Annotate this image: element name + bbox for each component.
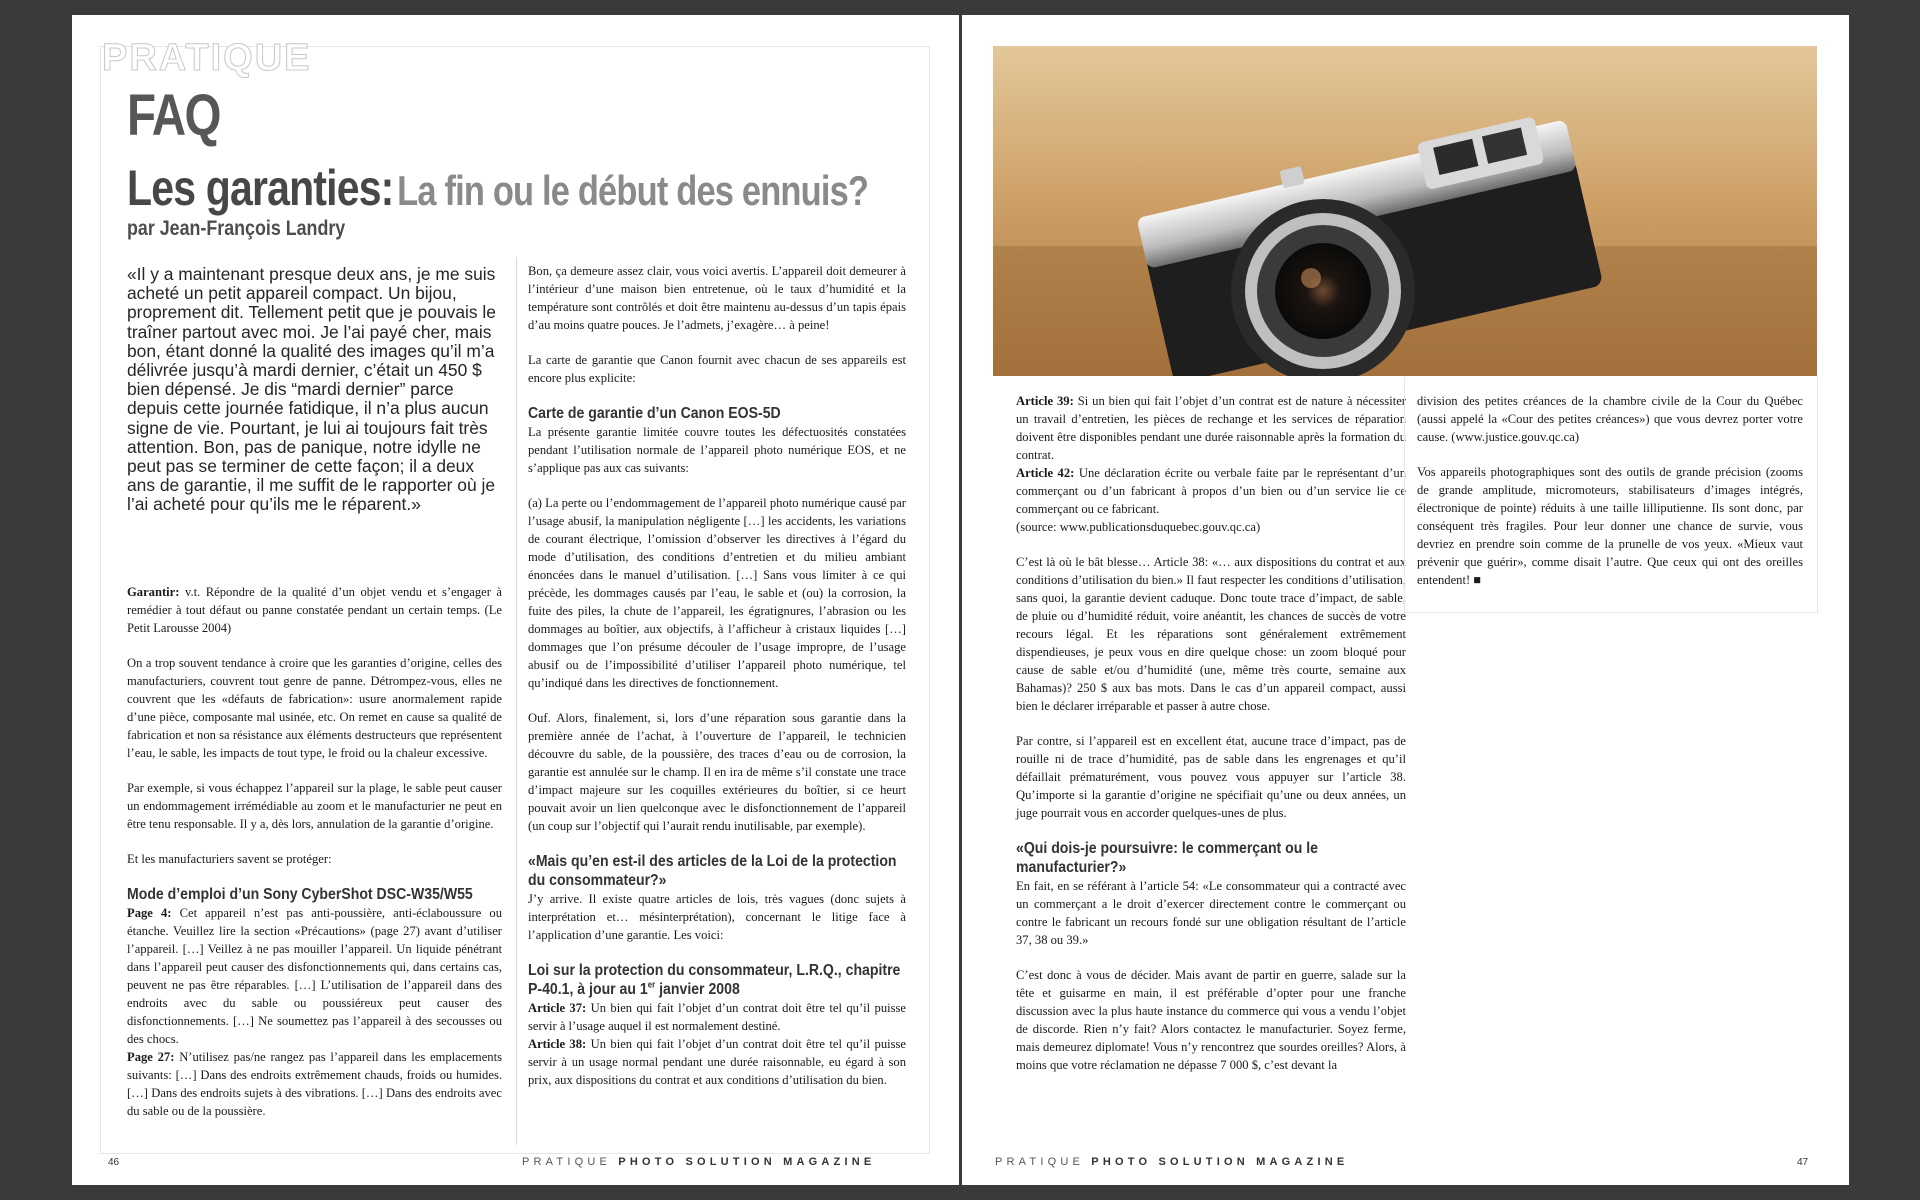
definition-text: v.t. Répondre de la qualité d’un objet vendu et s’engager à remédier à tout défaut ou panne constatée pendant un certain temps. (Le Petit Larousse 2004) [127,585,502,635]
paragraph: (a) La perte ou l’endommagement de l’appareil photo numérique causé par l’usage abusif, la manipulation négligente […] les accidents, les variations de courant électrique, l’omission d’observer les directives à l’égard du mode d’utilisation, des conditions d’entretien et du milieu ambiant énoncées dans le manuel d’utilisation. […] Sans vous limiter à ce qui précède, les dommages causés par l’eau, le sable et (ou) la corrosion, la fuite des piles, la chute de l’appareil, les égratignures, l’abrasion ou les dommages au boîtier, aux objectifs, à l’afficheur à cristaux liquides […] dommages que l’on présume découler de l’usage impropre, de l’usage abusif ou de l’impossibilité d’utiliser l’appareil photo numérique, tel qu’indiqué dans les directives de fonctionnement. [528,496,906,690]
faq-kicker: FAQ [127,83,220,148]
paragraph: La présente garantie limitée couvre toutes les défectuosités constatées pendant l’utilisation normale de l’appareil photo numérique EOS, et ne s’applique pas aux cas suivants: [528,425,906,475]
label: Article 39: [1016,394,1074,408]
paragraph: Par contre, si l’appareil est en excellent état, aucune trace d’impact, pas de rouille ni de trace d’humidité, pas de sable dans les engrenages et qu’il défaillait prématurément, vous pouvez vous appuyer sur l’article 38. Qu’importe si la garantie d’origine ne spécifiait qu’une ou deux années, un juge pourrait vous en accorder quelques-unes de plus. [1016,734,1406,820]
paragraph: En fait, en se référant à l’article 54: «Le consommateur qui a contracté avec un commerçant a le droit d’exercer directement contre le commerçant ou contre le fabricant un recours fondé sur une obligation résultant de l’article 37, 38 ou 39.» [1016,879,1406,947]
text: Si un bien qui fait l’objet d’un contrat est de nature à nécessiter un travail d’entretien, les pièces de rechange et les services de réparation doivent être disponibles pendant une durée raisonnable après la formation du contrat. [1016,394,1406,462]
lead-quote: «Il y a maintenant presque deux ans, je me suis acheté un petit appareil compact. Un bijou, proprement dit. Tellement petit que je pouvais le traîner partout avec moi. Je l’ai payé cher, mais bon, étant donné la qualité des images qu’il m’a délivrée jusqu’à mardi dernier, c’était un 450 $ bien dépensé. Je dis “mardi dernier” parce depuis cette journée fatidique, il n’a plus aucun signe de vie. Pourtant, je lui ai toujours fait très attention. Bon, pas de panique, notre idylle ne peut pas se terminer de cette façon; il a deux ans de garantie, il me suffit de le rapporter où je l’ai acheté pour qu’ils me le réparent.» [127,264,496,515]
label: Page 4: [127,906,172,920]
definition-term: Garantir: [127,585,180,599]
right-left-column [1016,392,1406,1074]
section-tag: PRATIQUE [102,37,312,79]
left-page [72,15,959,1185]
paragraph: division des petites créances de la chambre civile de la Cour du Québec (aussi appelé la «Cour des petites créances») que vous devrez porter votre cause. (www.justice.gouv.qc.ca) [1417,394,1803,444]
page-number: 46 [108,1157,120,1168]
right-page [962,15,1849,1185]
camera-photo [993,46,1817,376]
column-divider [516,257,517,1145]
right-right-column [1417,392,1803,589]
law-question-heading: «Mais qu’en est-il des articles de la Loi de la protection du consommateur?» [528,853,897,889]
text: Un bien qui fait l’objet d’un contrat doit être tel qu’il puisse servir à l’usage auquel il est normalement destiné. [528,1001,907,1033]
paragraph: C’est là où le bât blesse… Article 38: «… aux dispositions du contrat et aux conditions d’utilisation du bien.» Il faut respecter les conditions d’utilisation, sans quoi, la garantie devient caduque. Donc toute trace d’impact, de sable, de pluie ou d’humidité réduit, voire anéantit, les chances de succès de votre recours légal. Et les réparations sont généralement extrêmement dispendieuses, je peux vous en dire quelque chose: un zoom bloqué pour cause de sable et/ou d’humidité (une, même très courte, semaine aux Bahamas)? 250 $ aux bas mots. Dans le cas d’un appareil compact, aussi bien le déclarer irréparable et passer à autre chose. [1016,555,1406,713]
paragraph: Bon, ça demeure assez clair, vous voici avertis. L’appareil doit demeurer à l’intérieur d’une maison bien entretenue, où le taux d’humidité et la température sont contrôlés et doit être maintenu au-dessus d’un tapis épais d’au moins quatre pouces. Je l’admets, j’exagère… à peine! [528,264,906,332]
running-footer [522,1156,875,1168]
middle-column [528,262,906,1089]
article-38 [528,1035,906,1089]
paragraph: On a trop souvent tendance à croire que les garanties d’origine, celles des manufacturiers, couvrent tout genre de panne. Détrompez-vous, elles ne couvrent que les «défauts de fabrication»: usure anormalement rapide d’une pièce, composante mal usinée, etc. On remet en cause sa qualité de fabrication et non sa résistance aux éléments destructeurs que représentent l’eau, le sable, les impacts de tout type, le froid ou la chaleur excessive. [127,656,502,760]
left-column [127,583,502,1120]
paragraph: Par exemple, si vous échappez l’appareil sur la plage, le sable peut causer un endommagement irrémédiable au zoom et le manufacturier ne peut en être tenu responsable. Il y a, dès lors, annulation de la garantie d’origine. [127,781,502,831]
superscript: er [647,979,656,990]
text: Une déclaration écrite ou verbale faite par le représentant d’un commerçant ou d’un fabricant à propos d’un bien ou d’un service lie ce commerçant ou ce fabricant. [1016,466,1406,516]
label: Page 27: [127,1050,175,1064]
paragraph: J’y arrive. Il existe quatre articles de lois, très vagues (donc sujets à interprétation et… mésinterprétation), concernant le litige face à l’application d’une garantie. Les voici: [528,892,906,942]
runner-section: PRATIQUE [522,1156,612,1168]
canon-heading: Carte de garantie d’un Canon EOS-5D [528,405,781,422]
label: Article 37: [528,1001,587,1015]
byline: par Jean-François Landry [127,217,346,240]
paragraph: Et les manufacturiers savent se protéger: [127,852,332,866]
text: Un bien qui fait l’objet d’un contrat doit être tel qu’il puisse servir à un usage normal pendant une durée raisonnable, eu égard à son prix, aux dispositions du contrat et aux conditions d’utilisation du bien. [528,1037,907,1087]
label: Article 42: [1016,466,1075,480]
paragraph: Vos appareils photographiques sont des outils de grande précision (zooms de grande amplitude, micromoteurs, stabilisateurs d’images intégrés, électronique de pointe) réduits à une taille lilliputienne. Ils sont donc, par conséquent très fragiles. Pour leur donner une chance de survie, vous devriez en prendre soin comme de la prunelle de vos yeux. «Mieux vaut prévenir que guérir», comme disait l’autre. Que ceux qui ont des oreilles entendent! ■ [1417,465,1803,587]
title-sub: La fin ou le début des ennuis? [397,167,869,214]
sony-page-27 [127,1048,502,1120]
sony-heading: Mode d’emploi d’un Sony CyberShot DSC-W35/W55 [127,886,473,903]
label: Article 38: [528,1037,587,1051]
paragraph: Ouf. Alors, finalement, si, lors d’une réparation sous garantie dans la première année de l’achat, à l’ouverture de l’appareil, le technicien découvre du sable, de la poussière, des traces d’eau ou de corrosion, la garantie est annulée sur le champ. Il en ira de même s’il constate une trace d’impact majeure sur les coquilles extérieures du boîtier, si ce heurt pouvait avoir un lien quelconque avec le disfonctionnement de l’appareil (un coup sur l’objectif qui l’aurait rendu inutilisable, par exemple). [528,711,906,833]
article-42 [1016,464,1406,518]
law-heading-text: Loi sur la protection du consommateur, L.R.Q., chapitre P-40.1, à jour au 1 [528,962,901,998]
question-heading: «Qui dois-je poursuivre: le commerçant ou le manufacturier?» [1016,840,1319,876]
page-number: 47 [1797,1157,1809,1168]
runner-magazine: PHOTO SOLUTION MAGAZINE [618,1156,876,1168]
paragraph: La carte de garantie que Canon fournit avec chacun de ses appareils est encore plus explicite: [528,353,906,385]
text: N’utilisez pas/ne rangez pas l’appareil dans les emplacements suivants: […] Dans des endroits extrêmement chauds, froids ou humides. […] Dans des endroits sujets à des vibrations. […] Dans des endroits avec du sable ou de la poussière. [127,1050,503,1118]
sony-page-4 [127,904,502,1048]
law-heading [528,961,907,999]
article-39 [1016,392,1406,464]
title-main: Les garanties: [127,160,394,216]
definition [127,583,502,637]
running-footer [995,1156,1348,1168]
article-37 [528,999,906,1035]
text: Cet appareil n’est pas anti-poussière, anti-éclaboussure ou étanche. Veuillez lire la section «Précautions» (page 27) avant d’utiliser l’appareil. […] Veillez à ne pas mouiller l’appareil. Un liquide pénétrant dans l’appareil peut causer des disfonctionnements qui, dans certains cas, peuvent ne pas être réparables. […] L’utilisation de l’appareil dans des endroits avec du sable ou poussiéreux peut causer des disfonctionnements. […] Ne soumettez pas l’appareil à des secousses ou des chocs. [127,906,502,1046]
article-title [127,160,869,216]
law-heading-date: janvier 2008 [655,981,740,998]
paragraph: C’est donc à vous de décider. Mais avant de partir en guerre, salade sur la tête et guisarme en main, il est préférable d’opter pour une franche discussion avec la plus haute instance du commerce qui vous a vendu l’objet de discorde. Rien n’y fait? Alors contactez le manufacturier. Soyez ferme, mais demeurez diplomate! Vous n’y rencontrez que sourdes oreilles? Alors, à moins que votre réclamation ne dépasse 7 000 $, c’est devant la [1016,968,1406,1072]
runner-magazine: PHOTO SOLUTION MAGAZINE [1091,1156,1349,1168]
source: (source: www.publicationsduquebec.gouv.qc.ca) [1016,520,1261,534]
runner-section: PRATIQUE [995,1156,1085,1168]
